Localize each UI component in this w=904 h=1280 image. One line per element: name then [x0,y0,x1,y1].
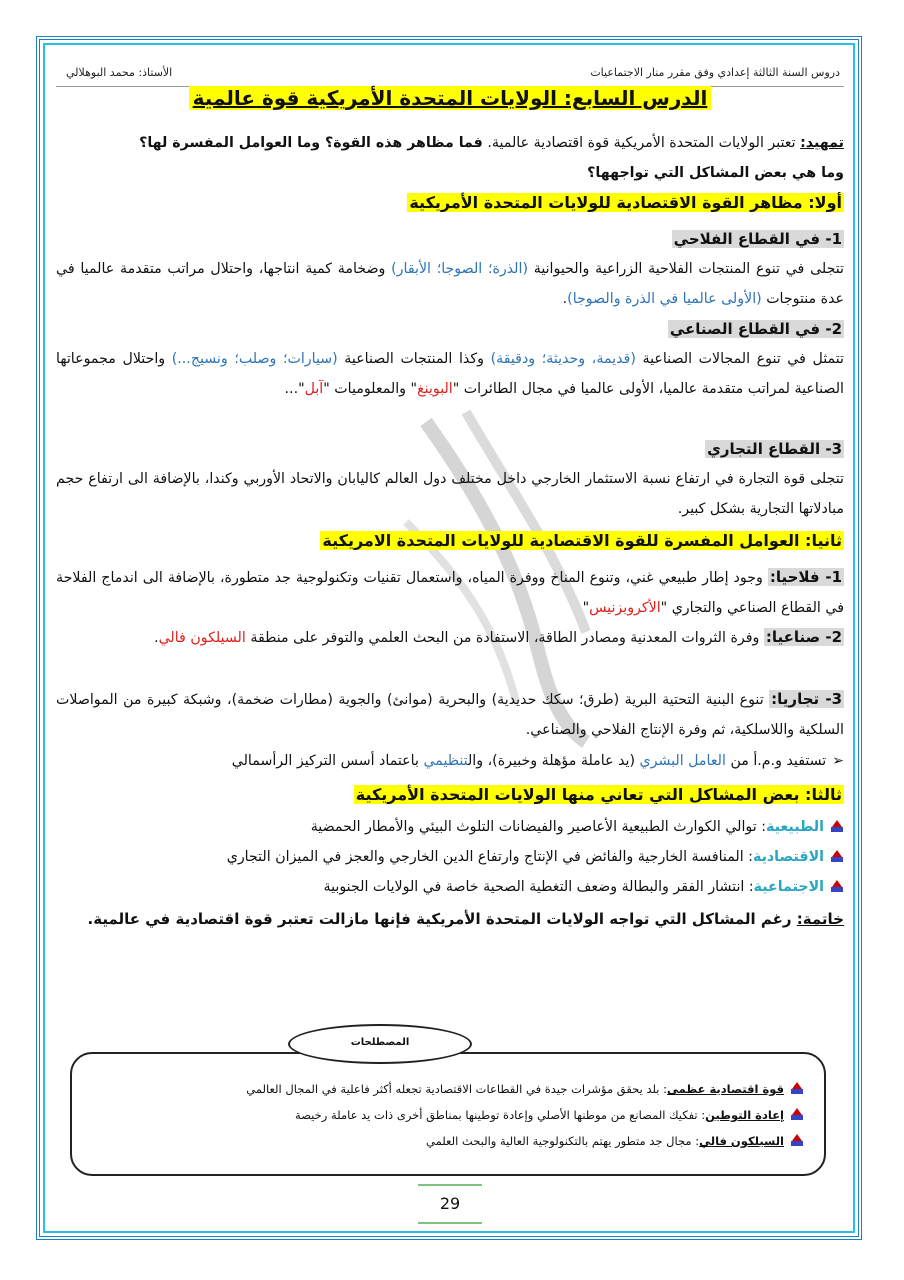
problem-economic-text: : المنافسة الخارجية والفائض في الإنتاج وارتفاع الدين الخارجي والعجز في الميزان التجاري [226,849,753,865]
trade-heading [56,434,844,465]
industry-text-1: تتمثل في تنوع المجالات الصناعية [635,351,844,367]
bullet-icon [830,879,844,893]
industry-fields: (قديمة، وحديثة؛ ودقيقة) [490,351,636,367]
factor-agri-text: وجود إطار طبيعي غني، وتنوع المناخ ووفرة المياه، واستعمال تقنيات وتكنولوجية جد متطورة، بالإضافة الى اندماج الفلاحة في القطاع الصناعي والتجاري " [56,570,844,616]
page-number: 29 [418,1184,482,1224]
bullet-icon [790,1081,804,1095]
agri-products: (الذرة؛ الصوجا؛ الأبقار) [391,261,528,277]
boeing-name: البوينغ [417,381,453,397]
bullet-icon [830,849,844,863]
industry-text-2: وكذا المنتجات الصناعية [337,351,491,367]
term-definition: : بلد يحقق مؤشرات جيدة في القطاعات الاقتصادية تجعله أكثر فاعلية في المجال العالمي [246,1082,668,1096]
term-definition: : مجال جد متطور يهتم بالتكنولوجية العالية والبحث العلمي [425,1134,700,1148]
term-item [82,1102,804,1128]
factor-industry-end: . [154,630,159,646]
bullet-icon [790,1133,804,1147]
organizational-factor: تنظيمي [423,753,468,769]
section3-heading [56,780,844,811]
agri-paragraph [56,254,844,314]
agri-heading [56,224,844,255]
apple-name: آبل [304,381,324,397]
intro-paragraph [56,128,844,188]
section1-heading [56,188,844,219]
agri-title: 1- في القطاع الفلاحي [673,230,842,248]
agri-text-2: وضخامة كمية انتاجها، واحتلال مراتب متقدمة عالميا في عدة منتوجات [56,261,844,307]
factor-agri-label: 1- فلاحيا: [769,568,842,586]
term-name: قوة اقتصادية عظمى [667,1082,784,1096]
note-text-2: (يد عاملة مؤهلة وخبيرة)، وال [467,753,640,769]
intro-questions-1: فما مظاهر هذه القوة؟ وما العوامل المفسرة لها؟ [139,135,483,151]
human-factor-note [56,746,844,776]
problem-economic-label: الاقتصادية [752,849,824,865]
teacher-label: الأستاذ: محمد البوهلالي [66,66,173,79]
industry-text-5: "... [284,381,305,397]
trade-paragraph [56,464,844,524]
factor-trade-label: 3- تجاريا: [771,690,843,708]
intro-label: تمهيد: [800,135,844,151]
problem-natural [56,812,844,842]
silicon-valley-term: السيلكون فالي [158,630,246,646]
section2-heading [56,526,844,557]
term-definition: : تفكيك المصانع من موطنها الأصلي وإعادة توطينها بمناطق أخرى ذات يد عاملة رخيصة [295,1108,706,1122]
factor-agri-end: " [582,600,590,616]
factor-industry [56,622,844,653]
factor-industry-text: وفرة الثروات المعدنية ومصادر الطاقة، الاستفادة من البحث العلمي والتوفر على منطقة [245,630,764,646]
lesson-title [56,86,844,110]
term-name: السيلكون فالي [699,1134,784,1148]
industry-products: (سيارات؛ وصلب؛ ونسيج...) [171,351,338,367]
problem-natural-text: : توالي الكوارث الطبيعية الأعاصير والفيضانات التلوث البيئي والأمطار الحمضية [310,819,766,835]
term-item [82,1076,804,1102]
page-header [56,62,844,87]
note-text-1: تستفيد و.م.أ من [725,753,827,769]
term-item [82,1128,804,1154]
intro-text: تعتبر الولايات المتحدة الأمريكية قوة اقتصادية عالمية. [482,135,801,151]
course-label: دروس السنة الثالثة إعدادي وفق مقرر منار الاجتماعيات [590,66,840,79]
problem-natural-label: الطبيعية [766,819,824,835]
bullet-icon [790,1107,804,1121]
industry-text-3: واحتلال مجموعاتها الصناعية لمراتب متقدمة عالميا، الأولى عالميا في مجال الطائرات " [56,351,844,397]
agri-rank: (الأولى عالميا في الذرة والصوجا) [567,291,762,307]
factor-trade-text: تنوع البنية التحتية البرية (طرق؛ سكك حديدية) والبحرية (موانئ) والجوية (مطارات ضخمة)، وشبكة كبيرة من المواصلات السلكية واللاسلكية، ثم وفرة الإنتاج الفلاحي والصناعي. [56,692,844,738]
industry-text-4: " والمعلوميات " [323,381,418,397]
industry-paragraph [56,344,844,404]
problem-social-text: : انتشار الفقر والبطالة وضعف التغطية الصحية خاصة في الولايات الجنوبية [323,879,754,895]
conclusion-text: رغم المشاكل التي تواجه الولايات المتحدة الأمريكية فإنها مازالت تعتبر قوة اقتصادية في عالمية. [87,910,797,928]
bullet-icon [830,819,844,833]
conclusion-paragraph [56,904,844,934]
section1-title: أولا: مظاهر القوة الاقتصادية للولايات المتحدة الأمريكية [409,193,842,212]
industry-title: 2- في القطاع الصناعي [669,320,842,338]
intro-questions-2: وما هي بعض المشاكل التي تواجهها؟ [587,165,844,181]
section3-title: ثالثا: بعض المشاكل التي تعاني منها الولايات المتحدة الأمريكية [355,785,842,804]
problem-social [56,872,844,902]
factor-industry-label: 2- صناعيا: [765,628,842,646]
section2-title: ثانيا: العوامل المفسرة للقوة الاقتصادية للولايات المتحدة الامريكية [322,531,842,550]
trade-title: 3- القطاع التجاري [707,440,842,458]
arrow-bullet-icon: ➢ [832,753,844,769]
conclusion-label: خاتمة: [796,910,844,928]
terms-title: المصطلحات [288,1024,472,1064]
industry-heading [56,314,844,345]
human-factor: العامل البشري [639,753,726,769]
agribusiness-term: الأكروبزنيس [589,600,661,616]
agri-text-3: . [562,291,568,307]
lesson-title-text: الدرس السابع: الولايات المتحدة الأمريكية قوة عالمية [189,86,712,110]
document-page [56,52,844,1228]
note-text-3: باعتماد أسس التركيز الرأسمالي [231,753,424,769]
factor-trade [56,684,844,745]
problem-social-label: الاجتماعية [753,879,824,895]
term-name: إعادة التوطين [705,1108,784,1122]
agri-text-1: تتجلى في تنوع المنتجات الفلاحية الزراعية والحيوانية [527,261,844,277]
factor-agri [56,562,844,623]
terms-box [70,1052,826,1176]
trade-text: تتجلى قوة التجارة في ارتفاع نسبة الاستثمار الخارجي داخل مختلف دول العالم كاليابان والاتحاد الأوربي وكندا، بالإضافة الى ارتفاع حجم مبادلاتها التجارية بشكل كبير. [56,471,844,517]
problem-economic [56,842,844,872]
